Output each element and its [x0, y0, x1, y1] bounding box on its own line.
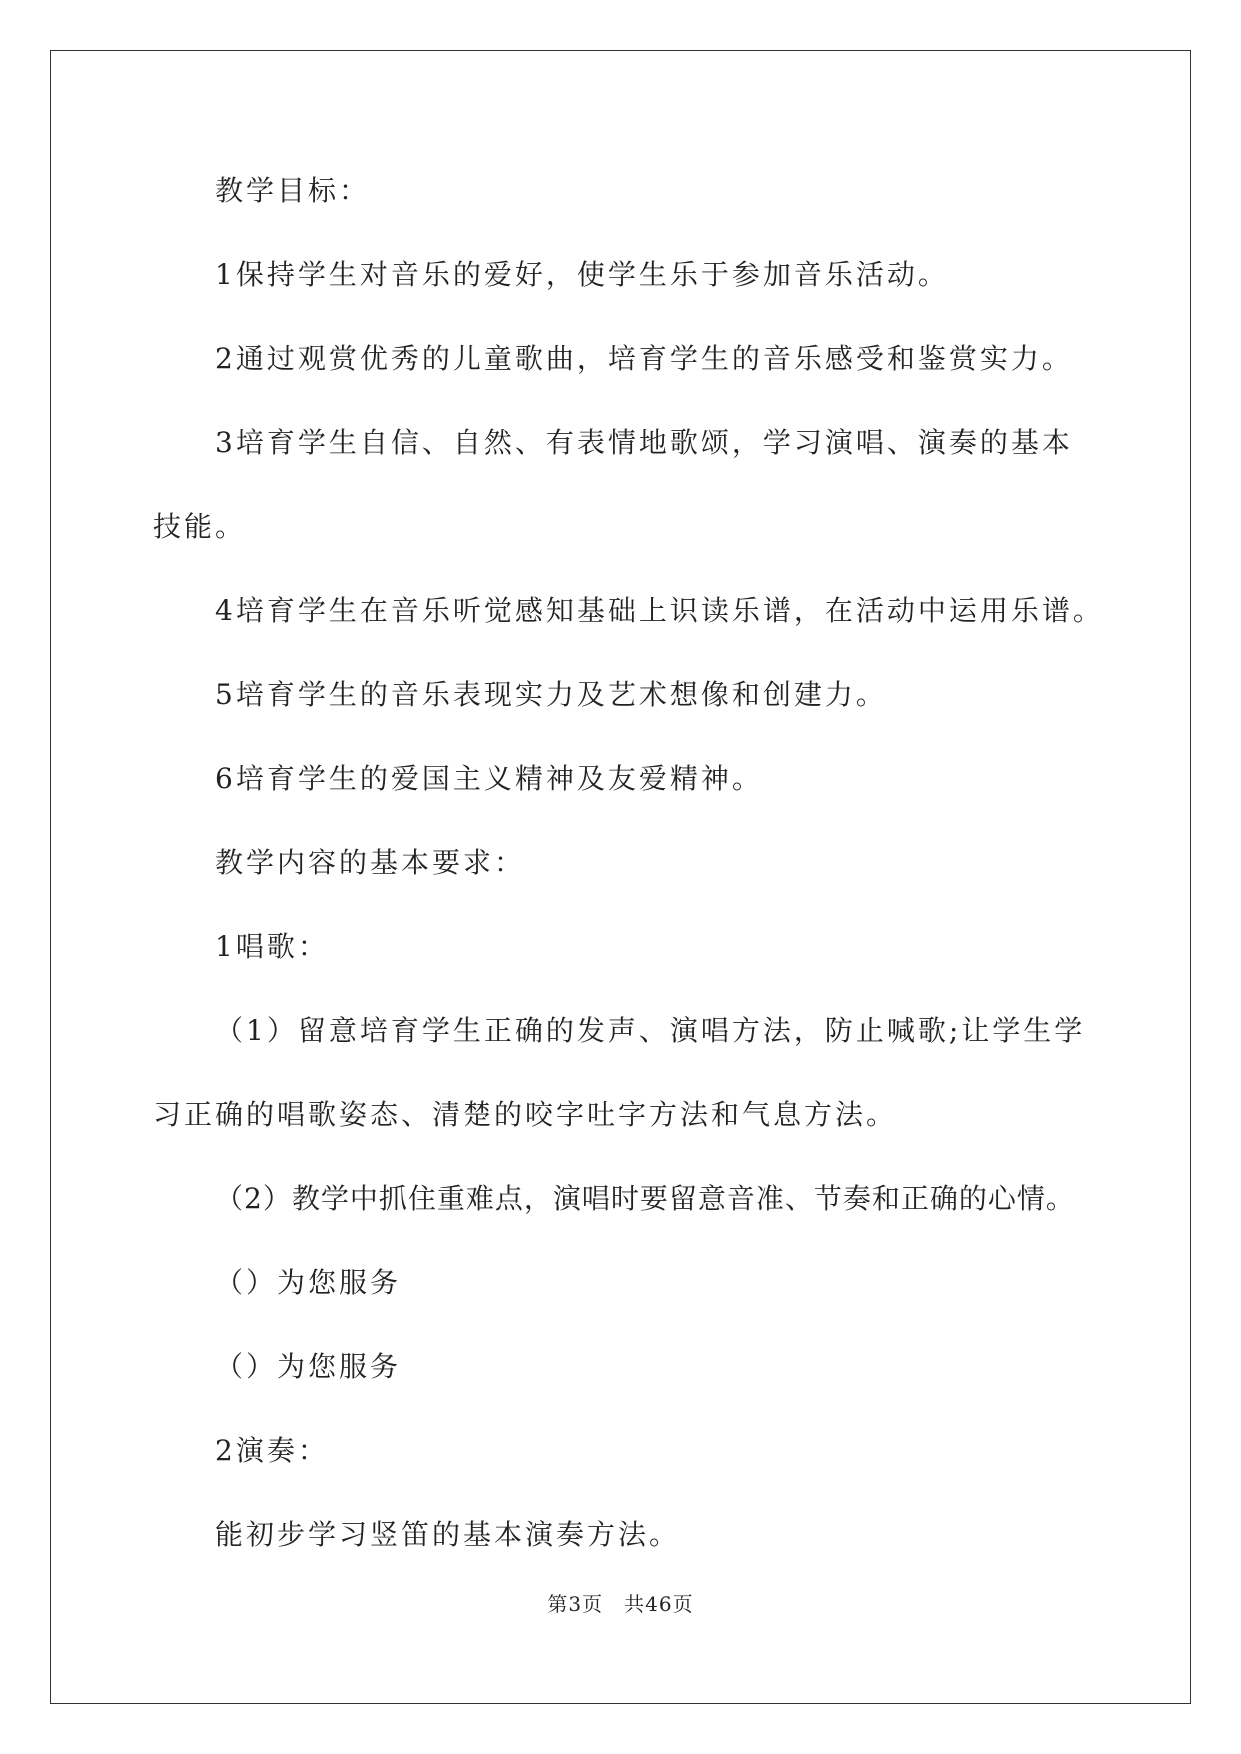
- goal-item-5: 5培育学生的音乐表现实力及艺术想像和创建力。: [215, 678, 887, 711]
- requirement-singing-item-2: （2）教学中抓住重难点，演唱时要留意音准、节奏和正确的心情。: [215, 1182, 1075, 1215]
- goal-item-3-line-2: 技能。: [153, 510, 247, 543]
- section-heading-requirements: 教学内容的基本要求：: [215, 846, 526, 879]
- section-heading-goals: 教学目标：: [215, 174, 371, 207]
- page-number-footer: 第3页 共46页: [547, 1592, 694, 1616]
- goal-item-6: 6培育学生的爱国主义精神及友爱精神。: [215, 762, 763, 795]
- goal-item-3-line-1: 3培育学生自信、自然、有表情地歌颂，学习演唱、演奏的基本: [215, 426, 1073, 459]
- requirement-singing-heading: 1唱歌：: [215, 930, 329, 963]
- requirement-singing-item-1-line-2: 习正确的唱歌姿态、清楚的咬字吐字方法和气息方法。: [153, 1098, 898, 1131]
- service-placeholder-1: （）为您服务: [215, 1266, 402, 1299]
- requirement-singing-item-1: [91, 1010, 1086, 1136]
- goal-item-2: 2通过观赏优秀的儿童歌曲，培育学生的音乐感受和鉴赏实力。: [215, 342, 1073, 375]
- goal-item-4: 4培育学生在音乐听觉感知基础上识读乐谱，在活动中运用乐谱。: [215, 594, 1104, 627]
- requirement-performance-text: 能初步学习竖笛的基本演奏方法。: [215, 1518, 681, 1551]
- goal-item-3: [91, 422, 1073, 548]
- goal-item-1: 1保持学生对音乐的爱好，使学生乐于参加音乐活动。: [215, 258, 949, 291]
- document-body: [153, 170, 1113, 1598]
- requirement-performance-heading: 2演奏：: [215, 1434, 329, 1467]
- service-placeholder-2: （）为您服务: [215, 1350, 402, 1383]
- requirement-singing-item-1-line-1: （1）留意培育学生正确的发声、演唱方法，防止喊歌;让学生学: [215, 1014, 1086, 1047]
